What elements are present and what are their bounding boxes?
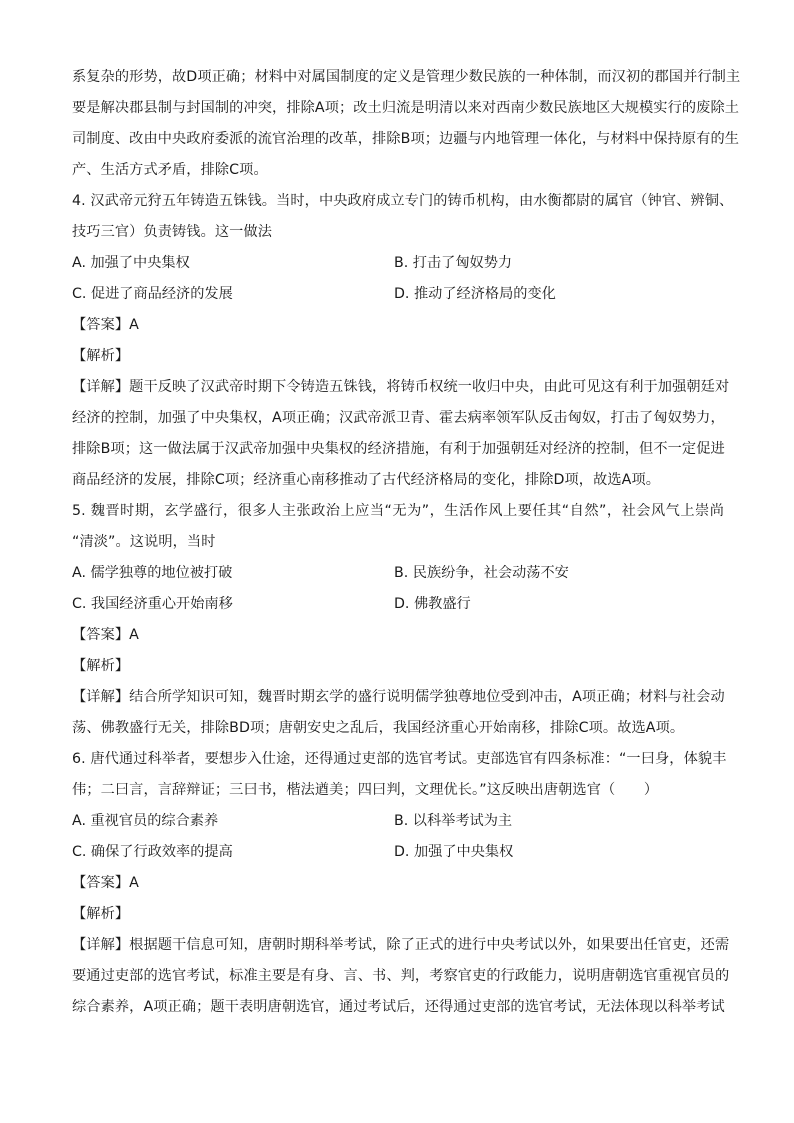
option-b: B. 打击了匈奴势力 <box>394 255 513 271</box>
analysis-detail: 荡、佛教盛行无关，排除BD项；唐朝安史之乱后，我国经济重心开始南移，排除C项。故选A项。 <box>72 720 685 736</box>
question-5 <box>72 496 724 744</box>
analysis-detail: 要通过吏部的选官考试，标准主要是有身、言、书、判，考察官吏的行政能力，说明唐朝选官重视官员的 <box>72 968 730 984</box>
question-stem: 5. 魏晋时期，玄学盛行，很多人主张政治上应当“无为”，生活作风上要任其“自然”，社会风气上崇尚 <box>72 503 724 519</box>
analysis-label: 【解析】 <box>72 658 130 674</box>
text-line: 产、生活方式矛盾，排除C项。 <box>72 162 268 178</box>
option-b: B. 民族纷争，社会动荡不安 <box>394 565 569 581</box>
option-d: D. 推动了经济格局的变化 <box>394 286 556 302</box>
analysis-detail: 【详解】结合所学知识可知，魏晋时期玄学的盛行说明儒学独尊地位受到冲击，A项正确；材料与社会动 <box>72 689 725 705</box>
analysis-detail: 【详解】根据题干信息可知，唐朝时期科举考试，除了正式的进行中央考试以外，如果要出任官吏，还需 <box>72 937 730 953</box>
options-row <box>72 589 724 620</box>
answer-label: 【答案】A <box>72 627 139 643</box>
options-row <box>72 837 724 868</box>
document-page <box>72 62 741 1023</box>
question-stem: 伟；二曰言，言辞辩证；三曰书，楷法遒美；四曰判，文理优长。”这反映出唐朝选官（ ） <box>72 782 659 798</box>
text-line: 司制度、改由中央政府委派的流官治理的改革，排除B项；边疆与内地管理一体化，与材料中保持原有的生 <box>72 131 740 147</box>
option-a: A. 儒学独尊的地位被打破 <box>72 565 233 581</box>
q3-analysis-tail <box>72 62 741 186</box>
analysis-detail: 排除B项；这一做法属于汉武帝加强中央集权的经济措施，有利于加强朝廷对经济的控制，但不一定促进 <box>72 441 725 457</box>
text-line: 系复杂的形势，故D项正确；材料中对属国制度的定义是管理少数民族的一种体制，而汉初的郡国并行制主 <box>72 69 741 85</box>
option-a: A. 加强了中央集权 <box>72 255 190 271</box>
option-d: D. 佛教盛行 <box>394 596 471 612</box>
options-row <box>72 248 724 279</box>
option-c: C. 促进了商品经济的发展 <box>72 286 233 302</box>
option-b: B. 以科举考试为主 <box>394 813 513 829</box>
analysis-detail: 【详解】题干反映了汉武帝时期下令铸造五铢钱，将铸币权统一收归中央，由此可见这有利于加强朝廷对 <box>72 379 730 395</box>
options-row <box>72 806 724 837</box>
analysis-label: 【解析】 <box>72 348 130 364</box>
analysis-detail: 商品经济的发展，排除C项；经济重心南移推动了古代经济格局的变化，排除D项，故选A项。 <box>72 472 661 488</box>
options-row <box>72 558 724 589</box>
text-line: 要是解决郡县制与封国制的冲突，排除A项；改土归流是明清以来对西南少数民族地区大规模实行的废除土 <box>72 100 740 116</box>
answer-label: 【答案】A <box>72 875 139 891</box>
options-row <box>72 279 724 310</box>
option-d: D. 加强了中央集权 <box>394 844 514 860</box>
question-stem: 技巧三官）负责铸钱。这一做法 <box>72 224 273 240</box>
option-c: C. 确保了行政效率的提高 <box>72 844 233 860</box>
question-6 <box>72 744 730 1023</box>
question-stem: 4. 汉武帝元狩五年铸造五铢钱。当时，中央政府成立专门的铸币机构，由水衡都尉的属官（钟官、辨铜、 <box>72 193 734 209</box>
analysis-detail: 综合素养，A项正确；题干表明唐朝选官，通过考试后，还得通过吏部的选官考试，无法体现以科举考试 <box>72 999 725 1015</box>
analysis-detail: 经济的控制，加强了中央集权，A项正确；汉武帝派卫青、霍去病率领军队反击匈奴，打击了匈奴势力， <box>72 410 725 426</box>
option-a: A. 重视官员的综合素养 <box>72 813 219 829</box>
option-c: C. 我国经济重心开始南移 <box>72 596 233 612</box>
question-stem: 6. 唐代通过科举者，要想步入仕途，还得通过吏部的选官考试。吏部选官有四条标准：“一曰身，体貌丰 <box>72 751 727 767</box>
answer-label: 【答案】A <box>72 317 139 333</box>
analysis-label: 【解析】 <box>72 906 130 922</box>
question-stem: “清淡”。这说明，当时 <box>72 534 216 550</box>
question-4 <box>72 186 734 496</box>
